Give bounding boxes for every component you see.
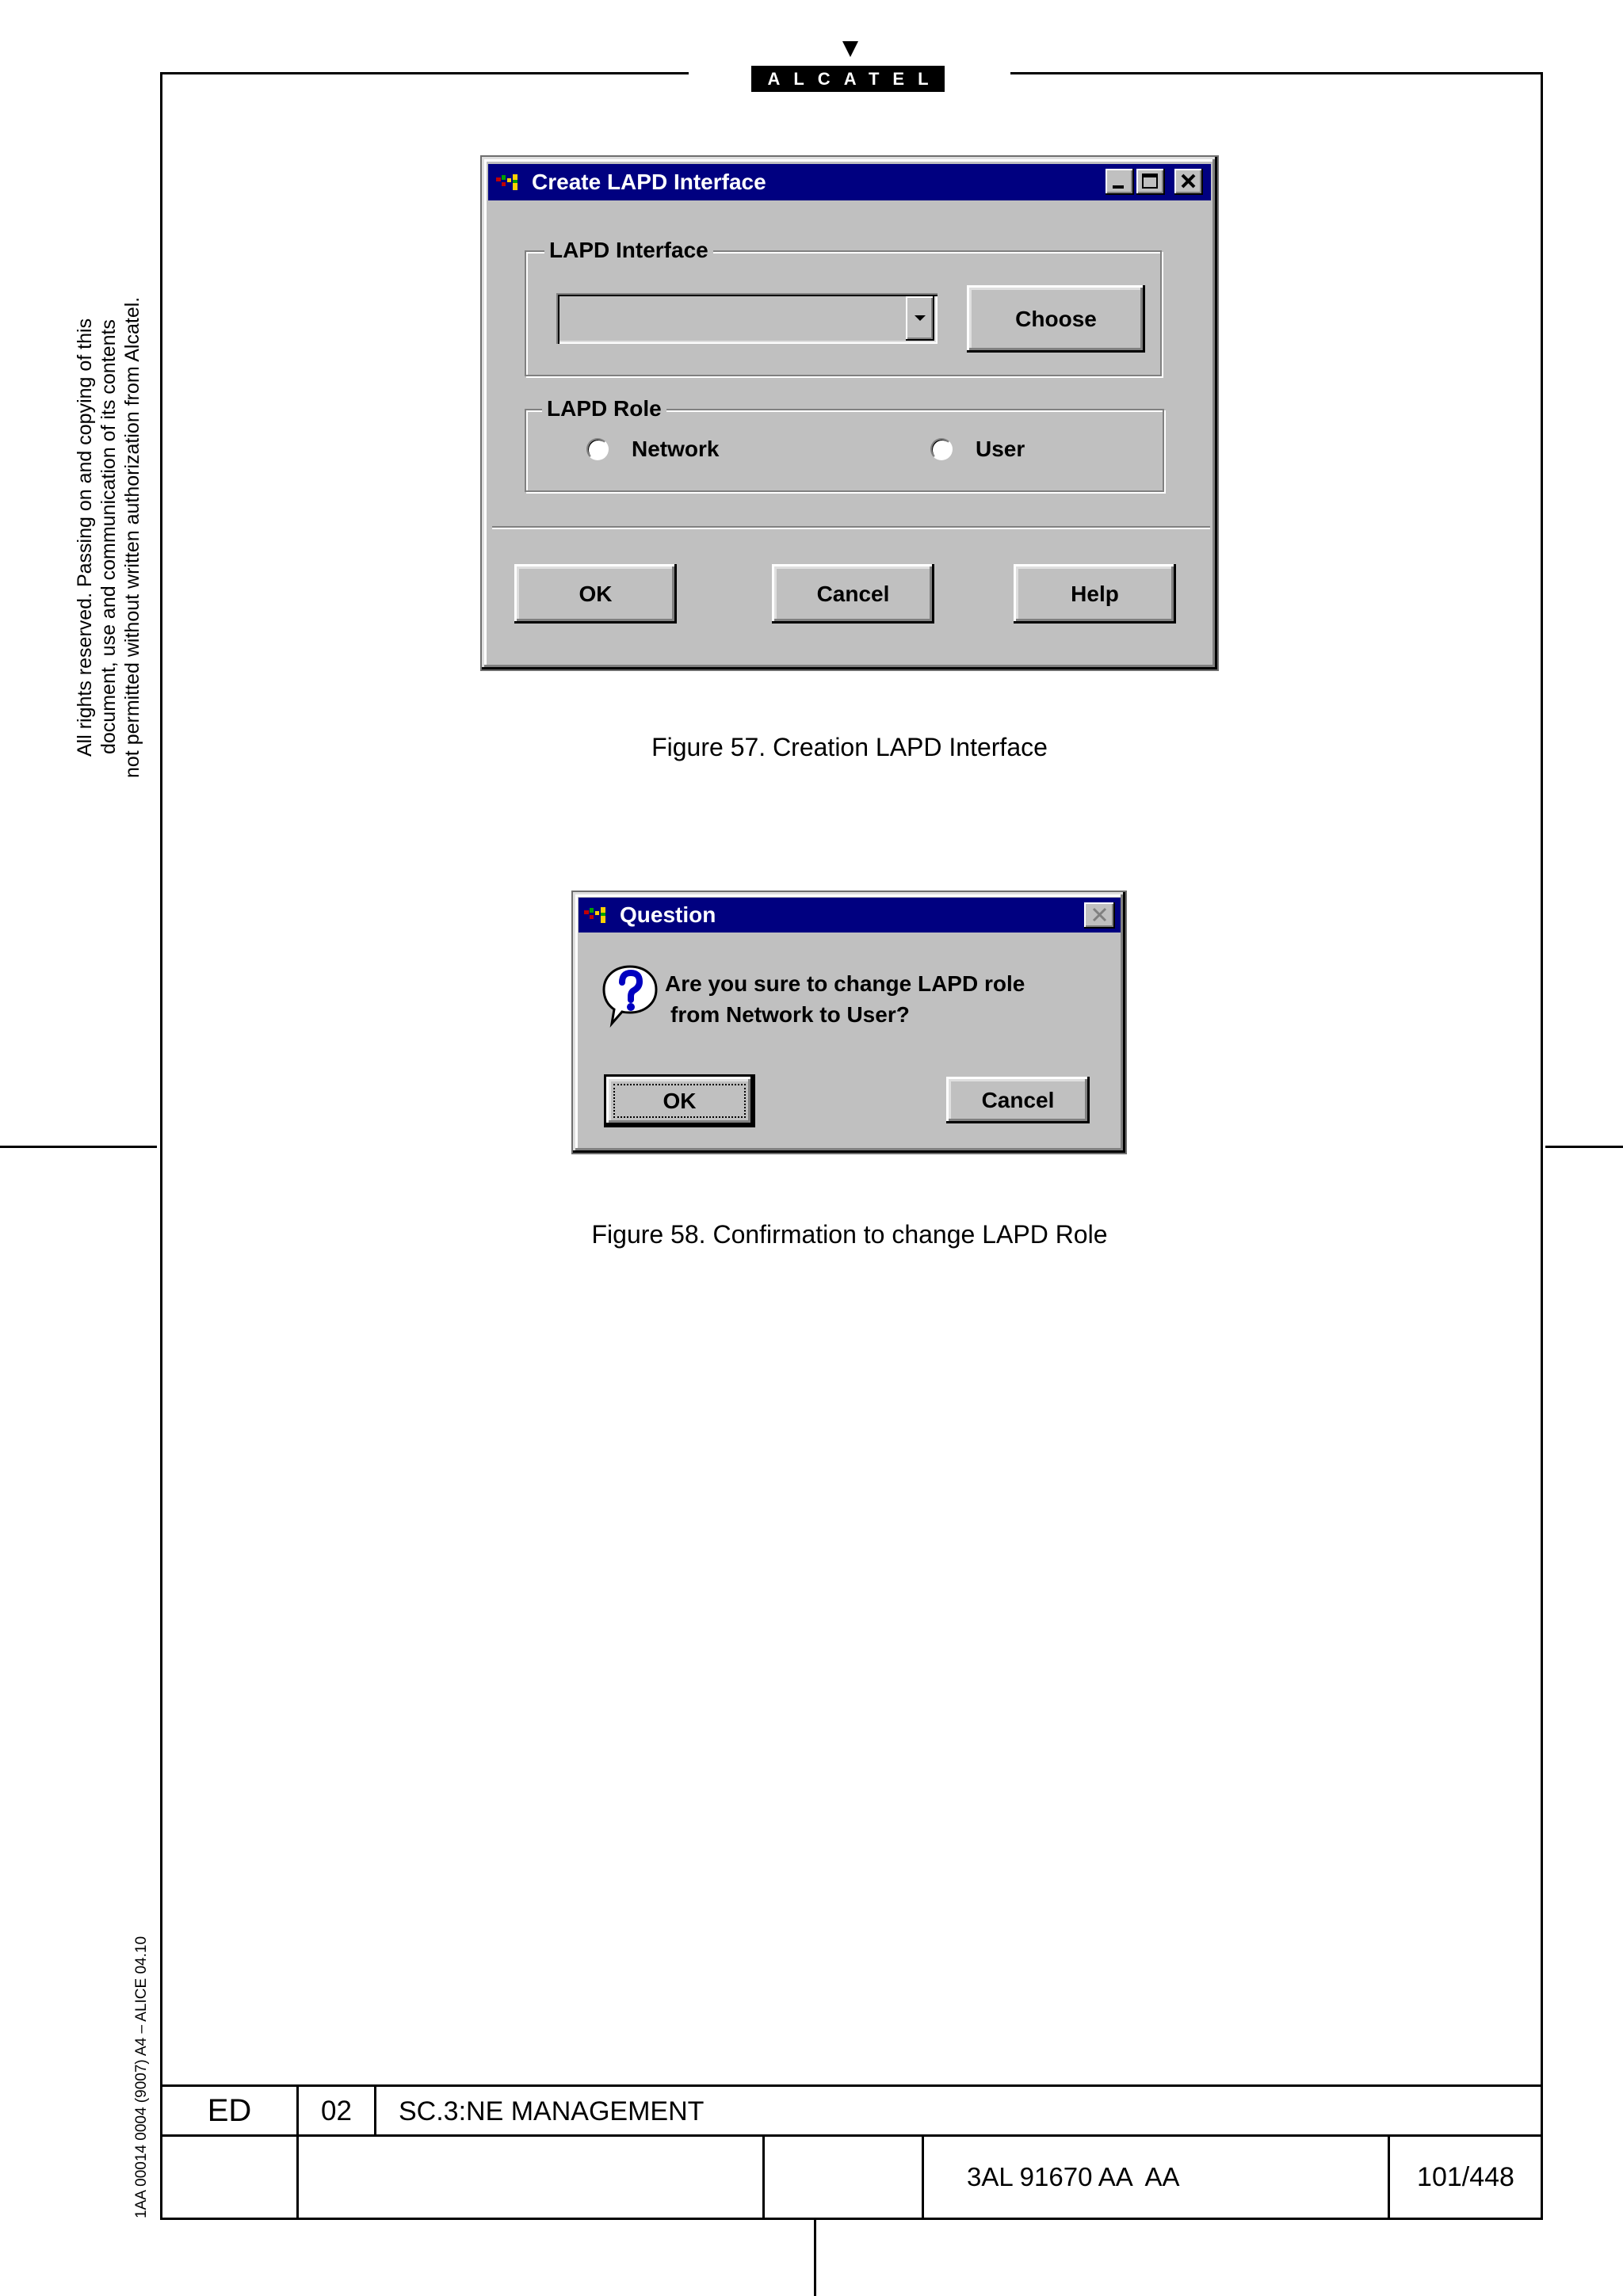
- close-icon: [1084, 902, 1115, 929]
- title-bar[interactable]: [579, 898, 1121, 933]
- focus-rectangle: [613, 1084, 746, 1118]
- radio-button-icon[interactable]: [930, 438, 953, 460]
- copyright-line: not permitted without written authorization from Alcatel.: [121, 296, 143, 778]
- lapd-interface-label: LAPD Interface: [544, 237, 713, 264]
- table-col-line: [374, 2084, 376, 2137]
- frame-left-line: [160, 72, 162, 2220]
- choose-button[interactable]: Choose: [967, 285, 1145, 353]
- document-reference: 3AL 91670 AA AA: [967, 2162, 1180, 2191]
- frame-top-left-line: [161, 72, 689, 74]
- app-icon: [583, 906, 610, 925]
- separator: [492, 526, 1210, 528]
- help-button[interactable]: Help: [1014, 564, 1176, 624]
- radio-network-label: Network: [632, 437, 720, 461]
- maximize-button[interactable]: [1136, 169, 1165, 195]
- lapd-interface-group: [525, 238, 1162, 376]
- table-col-line: [922, 2134, 924, 2220]
- cancel-button[interactable]: Cancel: [772, 564, 934, 624]
- alcatel-logo: ALCATEL: [751, 66, 945, 92]
- close-icon: [1174, 169, 1203, 195]
- title-bar[interactable]: [488, 164, 1211, 200]
- dialog-title: Create LAPD Interface: [532, 170, 766, 194]
- question-icon: [601, 963, 659, 1028]
- edition-label: ED: [207, 2093, 252, 2128]
- lapd-interface-dropdown[interactable]: [556, 293, 938, 344]
- edition-number: 02: [321, 2096, 352, 2126]
- minimize-button[interactable]: [1106, 169, 1134, 195]
- frame-top-right-line: [1010, 72, 1543, 74]
- copyright-line: All rights reserved. Passing on and copying of this: [74, 318, 96, 757]
- chevron-down-icon[interactable]: [906, 296, 934, 341]
- table-middle-line: [161, 2134, 1543, 2137]
- form-code: 1AA 00014 0004 (9007) A4 – ALICE 04.10: [133, 1936, 150, 2218]
- close-button[interactable]: [1174, 169, 1203, 195]
- logo-triangle-icon: [842, 41, 858, 57]
- dialog-title: Question: [620, 902, 716, 927]
- radio-button-icon[interactable]: [586, 438, 609, 460]
- page-number: 101/448: [1417, 2162, 1514, 2192]
- figure-57-caption: Figure 57. Creation LAPD Interface: [651, 733, 1048, 761]
- radio-network[interactable]: [586, 436, 719, 463]
- copyright-notice: [73, 260, 144, 814]
- section-title: SC.3:NE MANAGEMENT: [399, 2096, 705, 2126]
- cancel-button[interactable]: Cancel: [946, 1077, 1090, 1123]
- left-fold-mark: [0, 1146, 157, 1148]
- right-fold-mark: [1545, 1146, 1623, 1148]
- app-icon: [495, 173, 522, 192]
- lapd-role-label: LAPD Role: [542, 395, 666, 422]
- ok-button[interactable]: OK: [514, 564, 677, 624]
- frame-right-line: [1541, 72, 1543, 2220]
- ok-button-label: OK: [663, 1088, 697, 1113]
- radio-user[interactable]: [930, 436, 1025, 463]
- close-button[interactable]: [1084, 902, 1115, 929]
- message-line-2: from Network to User?: [670, 1002, 910, 1027]
- radio-user-label: User: [976, 437, 1025, 461]
- question-dialog: [573, 892, 1125, 1153]
- maximize-icon: [1136, 169, 1165, 195]
- table-col-line: [762, 2134, 765, 2220]
- minimize-icon: [1106, 169, 1134, 195]
- figure-58-caption: Figure 58. Confirmation to change LAPD Role: [591, 1220, 1108, 1249]
- create-lapd-interface-dialog: [482, 157, 1217, 669]
- table-bottom-line: [161, 2218, 1543, 2220]
- lapd-role-group: [525, 396, 1164, 492]
- bottom-fold-mark: [814, 2220, 816, 2296]
- copyright-line: document, use and communication of its contents: [97, 319, 120, 755]
- ok-button[interactable]: [606, 1077, 753, 1125]
- message-line-1: Are you sure to change LAPD role: [665, 971, 1025, 996]
